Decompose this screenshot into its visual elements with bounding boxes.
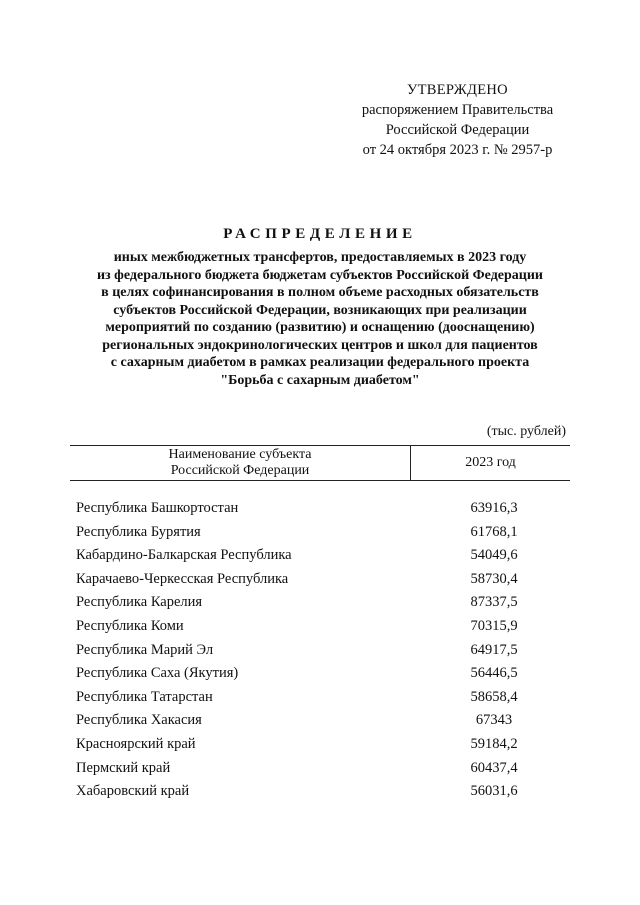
table-header bbox=[70, 445, 570, 481]
region-name: Республика Бурятия bbox=[76, 523, 201, 540]
amount-value: 56446,5 bbox=[470, 665, 518, 682]
table-row bbox=[76, 569, 570, 593]
amount-value: 70315,9 bbox=[470, 617, 518, 634]
document-subtitle bbox=[60, 249, 580, 389]
table-row bbox=[76, 687, 570, 711]
amount-value: 63916,3 bbox=[470, 500, 518, 516]
subtitle-line: в целях софинансирования в полном объеме расходных обязательств bbox=[101, 285, 539, 300]
approval-line: распоряжением Правительства bbox=[361, 102, 554, 118]
table-row bbox=[76, 592, 570, 616]
subtitle-line: региональных эндокринологических центров и школ для пациентов bbox=[102, 337, 538, 353]
amount-value: 59184,2 bbox=[470, 735, 518, 752]
region-name: Республика Коми bbox=[76, 617, 184, 634]
subtitle-line: субъектов Российской Федерации, возникающих при реализации bbox=[113, 302, 527, 318]
subtitle-line: иных межбюджетных трансфертов, предоставляемых в 2023 году bbox=[113, 250, 527, 265]
approval-line: Российской Федерации bbox=[385, 122, 530, 138]
column-header-name bbox=[70, 446, 411, 480]
region-name: Республика Карелия bbox=[76, 594, 203, 611]
table-body bbox=[76, 498, 570, 805]
table-row bbox=[76, 710, 570, 734]
table-row bbox=[76, 781, 570, 805]
subtitle-line: из федерального бюджета бюджетам субъектов Российской Федерации bbox=[96, 267, 543, 283]
unit-note: (тыс. рублей) bbox=[486, 424, 566, 439]
region-name: Республика Хакасия bbox=[76, 712, 202, 729]
subtitle-line: с сахарным диабетом в рамках реализации федерального проекта bbox=[110, 355, 530, 370]
amount-value: 60437,4 bbox=[470, 759, 518, 776]
approval-block bbox=[330, 80, 585, 160]
table-row bbox=[76, 522, 570, 546]
region-name: Республика Саха (Якутия) bbox=[76, 665, 239, 682]
region-name: Республика Башкортостан bbox=[76, 500, 239, 516]
table-row bbox=[76, 663, 570, 687]
table-row bbox=[76, 545, 570, 569]
amount-value: 61768,1 bbox=[470, 523, 518, 540]
region-name: Хабаровский край bbox=[76, 783, 190, 800]
region-name: Карачаево-Черкесская Республика bbox=[76, 570, 289, 587]
amount-value: 58730,4 bbox=[470, 570, 518, 587]
subtitle-line: мероприятий по созданию (развитию) и оснащению (дооснащению) bbox=[105, 320, 535, 335]
table-row bbox=[76, 734, 570, 758]
region-name: Пермский край bbox=[76, 759, 171, 776]
table-row bbox=[76, 616, 570, 640]
approval-line: от 24 октября 2023 г. № 2957-р bbox=[362, 142, 553, 158]
amount-value: 67343 bbox=[475, 712, 513, 729]
region-name: Красноярский край bbox=[76, 735, 196, 752]
amount-value: 64917,5 bbox=[470, 641, 518, 658]
region-name: Республика Татарстан bbox=[76, 688, 213, 705]
column-header-year: 2023 год bbox=[465, 455, 516, 470]
amount-value: 87337,5 bbox=[470, 594, 518, 611]
amount-value: 54049,6 bbox=[470, 547, 518, 564]
approval-stamp: УТВЕРЖДЕНО bbox=[407, 82, 508, 98]
region-name: Республика Марий Эл bbox=[76, 641, 214, 658]
document-title: РАСПРЕДЕЛЕНИЕ bbox=[223, 226, 417, 242]
table-row bbox=[76, 758, 570, 782]
column-header-name-line: Российской Федерации bbox=[170, 463, 310, 478]
amount-value: 56031,6 bbox=[470, 783, 518, 800]
subtitle-line: "Борьба с сахарным диабетом" bbox=[220, 372, 420, 388]
region-name: Кабардино-Балкарская Республика bbox=[76, 547, 292, 564]
table-row bbox=[76, 498, 570, 522]
table-row bbox=[76, 640, 570, 664]
column-header-name-line: Наименование субъекта bbox=[168, 447, 312, 462]
amount-value: 58658,4 bbox=[470, 688, 518, 705]
